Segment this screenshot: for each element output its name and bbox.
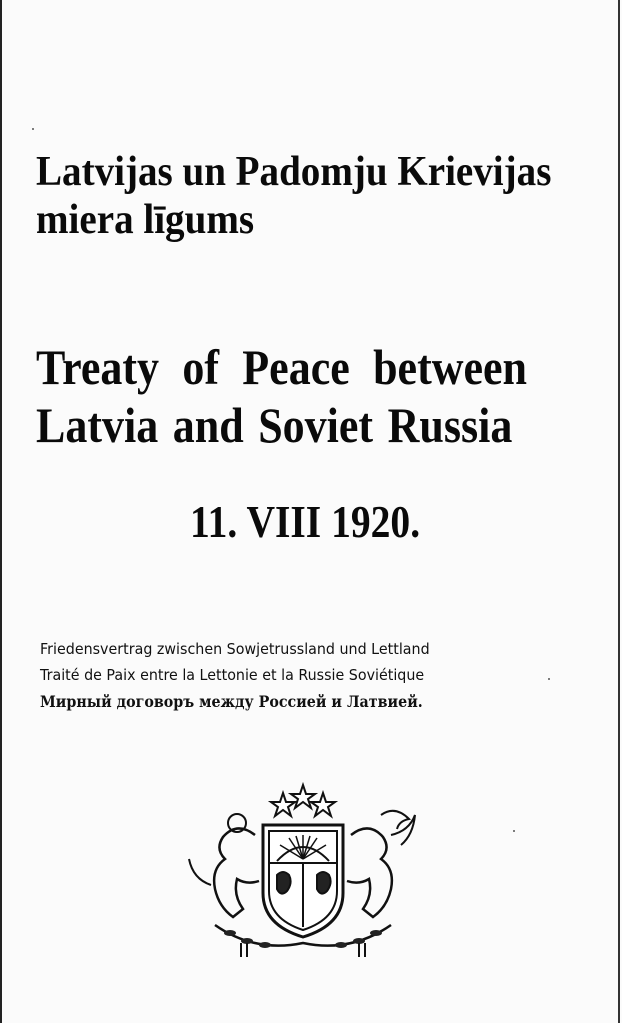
paper-speck	[548, 678, 550, 680]
star-icon	[271, 793, 295, 816]
treaty-date: 11. VIII 1920.	[190, 496, 421, 547]
english-title-line-1: Treaty of Peace between	[36, 339, 528, 395]
latvian-title-line-1: Latvijas un Padomju Krievijas	[36, 149, 552, 195]
paper-speck	[32, 128, 34, 130]
latvian-coat-of-arms-icon	[185, 775, 421, 960]
french-subtitle: Traité de Paix entre la Lettonie et la Russie Soviétique	[40, 666, 425, 684]
german-subtitle: Friedensvertrag zwischen Sowjetrussland und Lettland	[40, 640, 430, 658]
paper-speck	[513, 830, 515, 832]
russian-subtitle: Мирный договоръ между Россией и Латвией.	[40, 692, 423, 711]
page-edge-left	[0, 0, 2, 1023]
english-title-line-2: Latvia and Soviet Russia	[36, 397, 513, 453]
star-icon	[291, 785, 315, 808]
page-edge-right	[618, 0, 620, 1023]
star-icon	[311, 793, 335, 816]
latvian-title-line-2: miera līgums	[36, 197, 255, 243]
